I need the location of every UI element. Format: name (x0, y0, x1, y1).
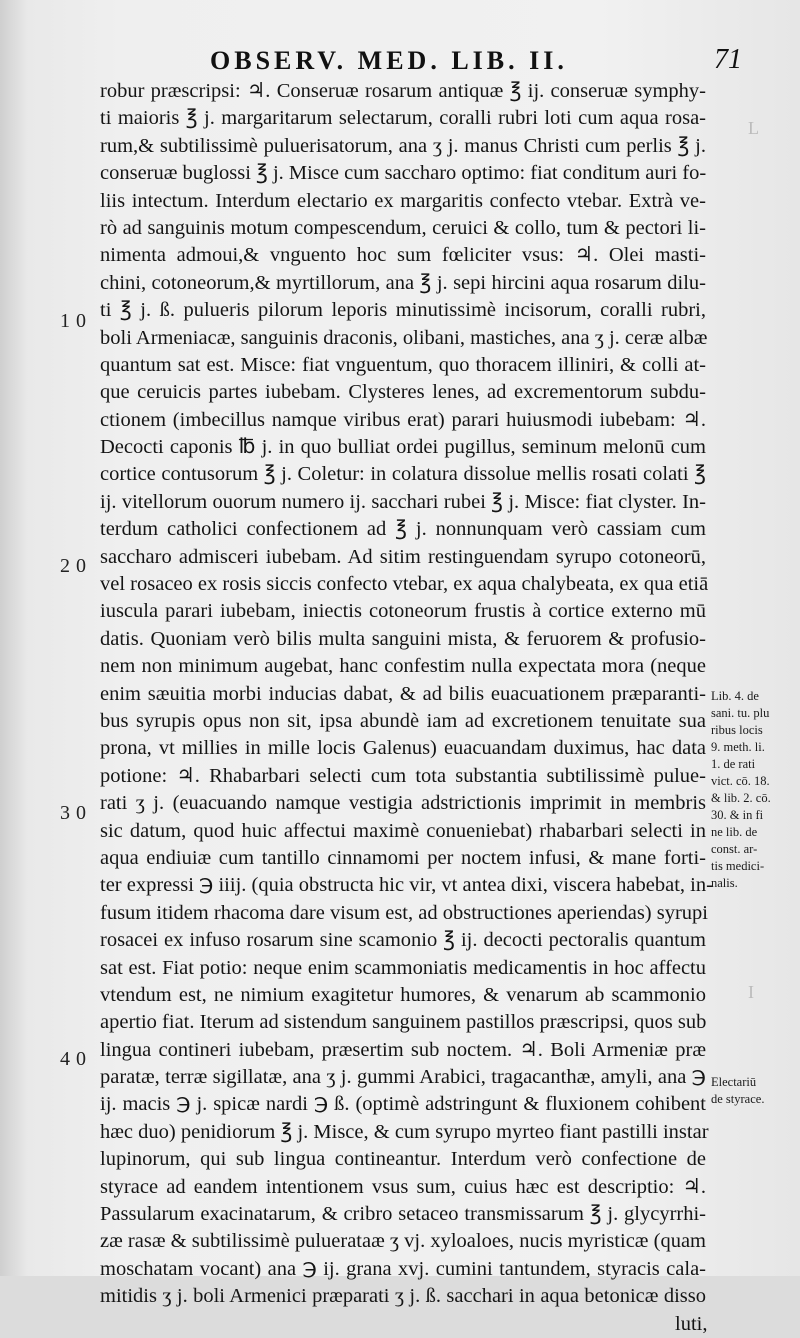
marginal-note-line: 30. & in fi (711, 808, 764, 822)
text-line: hæc duo) penidiorum ℥ j. Misce, & cum syrupo myrteo fiant pastilli instar (100, 1120, 709, 1143)
text-line: boli Armeniacæ, sanguinis draconis, olibani, mastiches, ana ʒ j. ceræ albæ (100, 326, 708, 349)
marginal-note-line: Lib. 4. de (711, 689, 759, 703)
marginal-note-line: const. ar- (711, 842, 758, 856)
bleed-through-mark: I (748, 982, 754, 1002)
bleed-through-mark: L (748, 118, 759, 138)
text-line: quantum sat est. Misce: fiat vnguentum, quo thoracem illiniri, & colli at- (100, 353, 706, 376)
text-line: ij. macis ℈ j. spicæ nardi ℈ ß. (optimè adstringunt & fluxionem cohibent (100, 1093, 706, 1116)
text-line: ti ℥ j. ß. pulueris pilorum leporis minutissimè incisorum, coralli rubri, (100, 299, 706, 322)
text-line: luti, (675, 1312, 708, 1335)
marginal-note-line: 1. de rati (711, 757, 756, 771)
text-line: vtendum est, ne nimium exagitetur humores, & venarum ab scammonio (100, 983, 706, 1006)
text-line: aqua endiuiæ cum tantillo cinnamomi per noctem infusi, & mane forti- (100, 846, 706, 869)
text-line: enim sæuitia morbi inducias dabat, & ad bilis euacuationem præparanti- (100, 682, 706, 705)
text-line: moschatam vocant) ana ℈ ij. grana xvj. cumini tantundem, styracis cala- (100, 1257, 706, 1280)
text-line: datis. Quoniam verò bilis multa sanguini mista, & feruorem & profusio- (100, 627, 706, 650)
main-text-block (100, 78, 713, 1338)
text-line: zæ rasæ & subtilissimè puluerataæ ʒ vj. xyloaloes, nucis myristicæ (quam (100, 1230, 706, 1253)
text-line: ctionem (imbecillus namque viribus erat) parari huiusmodi iubebam: ♃. (100, 408, 706, 431)
text-line: nimenta admoui,& vnguento hoc sum fœliciter vsus: ♃. Olei masti- (100, 244, 706, 267)
text-line: rati ʒ j. (euacuando namque vestigia adstrictionis imprimit in membris (100, 792, 706, 815)
marginal-note-line: tis medici- (711, 859, 765, 873)
text-line: conseruæ buglossi ℥ j. Misce cum saccharo optimo: fiat conditum auri fo- (100, 162, 707, 185)
text-line: styrace ad eandem intentionem vsus sum, cuius hæc est descriptio: ♃. (100, 1175, 706, 1198)
text-line: potione: ♃. Rhabarbari selecti cum tota substantia subtilissimè pulue- (100, 764, 706, 787)
text-line: apertio fiat. Iterum ad sistendum sanguinem pastillos præscripsi, quos sub (100, 1011, 707, 1034)
text-line: rum,& subtilissimè puluerisatorum, ana ʒ j. manus Christi cum perlis ℥ j. (100, 134, 706, 157)
text-line: nem non minimum augebat, hanc confestim nulla expectata mora (neque (100, 655, 706, 678)
marginal-note-line: ne lib. de (711, 825, 758, 839)
marginal-note-line: nalis. (711, 876, 738, 890)
text-line: bus syrupis opus non sit, ipsa abundè iam ad excretionem tenuitate sua (100, 709, 706, 732)
text-line: lingua contineri iubebam, præsertim sub noctem. ♃. Boli Armeniæ præ (100, 1038, 706, 1061)
text-line: fusum itidem rhacoma dare visum est, ad obstructiones aperiendas) syrupi (100, 901, 709, 924)
text-line: ti maioris ℥ j. margaritarum selectarum, coralli rubri loti cum aqua rosa- (100, 107, 706, 130)
marginal-note-line: de styrace. (711, 1092, 765, 1106)
text-line: Passularum exacinatarum, & cribro setaceo transmissarum ℥ j. glycyrrhi- (100, 1203, 706, 1226)
marginal-note-line: & lib. 2. cō. (711, 791, 771, 805)
text-line: chini, cotoneorum,& myrtillorum, ana ℥ j. sepi hircini aqua rosarum dilu- (100, 271, 706, 294)
line-number: 40 (60, 1048, 92, 1070)
marginal-note-line: sani. tu. plu (711, 706, 770, 720)
marginal-note-line: vict. cō. 18. (711, 774, 770, 788)
text-line: que ceruicis partes iubebam. Clysteres lenes, ad excrementorum subdu- (100, 381, 706, 404)
text-line: rosacei ex infuso rosarum sine scamonio ℥ ij. decocti pectoralis quantum (100, 929, 706, 952)
text-line: prona, vt millies in mille locis Galenus) euacuandam duximus, hac data (100, 737, 706, 760)
running-header: OBSERV. MED. LIB. II. (210, 46, 568, 75)
text-line: Decocti caponis ℔ j. in quo bulliat ordei pugillus, seminum melonū cum (100, 436, 706, 459)
line-number: 20 (60, 555, 92, 577)
text-line: vel rosaceo ex rosis siccis confecto vtebar, ex aqua chalybeata, ex qua etiā (100, 573, 709, 596)
page-number: 71 (714, 44, 742, 75)
text-line: rò ad sanguinis motum compescendum, ceruici & collo, tum & pectori li- (100, 216, 706, 239)
text-line: sic datum, quod huic affectui maximè conueniebat) rhabarbari selecti in (100, 819, 706, 842)
text-line: ter expressi ℈ iiij. (quia obstructa hic vir, vt antea dixi, viscera habebat, in- (100, 874, 713, 897)
marginal-note-galen-reference (711, 688, 797, 892)
text-line: ij. vitellorum ouorum numero ij. sacchari rubei ℥ j. Misce: fiat clyster. In- (100, 490, 706, 513)
text-line: robur præscripsi: ♃. Conseruæ rosarum antiquæ ℥ ij. conseruæ symphy- (100, 80, 706, 102)
text-line: paratæ, terræ sigillatæ, ana ʒ j. gummi Arabici, tragacanthæ, amyli, ana ℈ (100, 1066, 706, 1089)
text-line: lupinorum, qui sub lingua contineantur. Interdum verò confectione de (100, 1148, 706, 1171)
marginal-note-electuary (711, 1074, 797, 1108)
marginal-note-line: 9. meth. li. (711, 740, 765, 754)
text-line: mitidis ʒ j. boli Armenici præparati ʒ j. ß. sacchari in aqua betonicæ disso (100, 1285, 706, 1308)
line-number: 30 (60, 802, 92, 824)
text-line: sat est. Fiat potio: neque enim scammoniatis medicamentis in hoc affectu (100, 956, 706, 979)
text-line: cortice contusorum ℥ j. Coletur: in colatura dissolue mellis rosati colati ℥ (100, 463, 706, 486)
line-number: 10 (60, 310, 92, 332)
text-line: terdum catholici confectionem ad ℥ j. nonnunquam verò cassiam cum (100, 518, 706, 541)
text-line: iuscula parari iubebam, iniectis cotoneorum frustis à cortice externo mū (100, 600, 706, 623)
marginal-note-line: Electariū (711, 1075, 757, 1089)
text-line: saccharo admisceri iubebam. Ad sitim restinguendam syrupo cotoneorū, (100, 545, 706, 568)
text-line: liis intectum. Interdum electario ex margaritis confecto vtebar. Extrà ve- (100, 189, 706, 212)
marginal-note-line: ribus locis (711, 723, 763, 737)
